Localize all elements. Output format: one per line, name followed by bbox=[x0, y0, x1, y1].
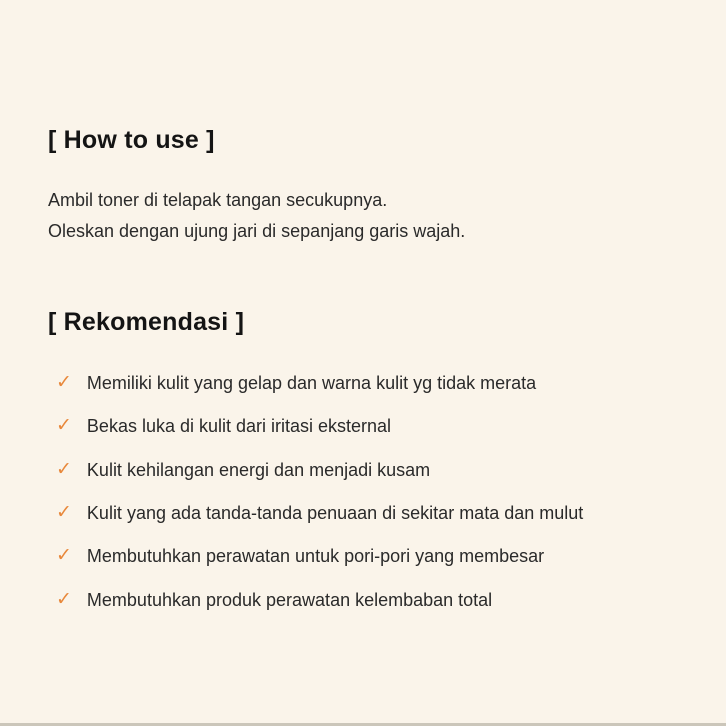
list-item-label: Memiliki kulit yang gelap dan warna kulit yg tidak merata bbox=[86, 373, 537, 394]
instruction-line-1: Ambil toner di telapak tangan secukupnya. bbox=[48, 190, 388, 210]
check-icon: ✓ bbox=[56, 545, 72, 567]
check-icon: ✓ bbox=[56, 415, 72, 437]
recommendation-list bbox=[48, 371, 678, 612]
list-item bbox=[56, 458, 678, 482]
list-item-label: Bekas luka di kulit dari iritasi eksternal bbox=[86, 416, 392, 437]
how-to-use-title: [ How to use ] bbox=[48, 126, 215, 154]
list-item-label: Membutuhkan perawatan untuk pori-pori yang membesar bbox=[86, 546, 545, 567]
list-item-label: Kulit yang ada tanda-tanda penuaan di sekitar mata dan mulut bbox=[86, 503, 584, 524]
list-item bbox=[56, 588, 678, 612]
list-item-label: Membutuhkan produk perawatan kelembaban total bbox=[86, 589, 493, 610]
how-to-use-instructions bbox=[48, 185, 678, 246]
check-icon: ✓ bbox=[56, 372, 72, 394]
list-item bbox=[56, 501, 678, 525]
rekomendasi-title: [ Rekomendasi ] bbox=[48, 308, 245, 337]
instruction-line-2: Oleskan dengan ujung jari di sepanjang garis wajah. bbox=[48, 220, 466, 241]
section-spacer bbox=[48, 246, 678, 308]
list-item bbox=[56, 544, 678, 568]
check-icon: ✓ bbox=[56, 502, 72, 524]
list-item bbox=[56, 371, 678, 395]
list-item-label: Kulit kehilangan energi dan menjadi kusam bbox=[86, 459, 431, 480]
check-icon: ✓ bbox=[56, 458, 72, 480]
list-item bbox=[56, 414, 678, 438]
check-icon: ✓ bbox=[56, 588, 72, 610]
